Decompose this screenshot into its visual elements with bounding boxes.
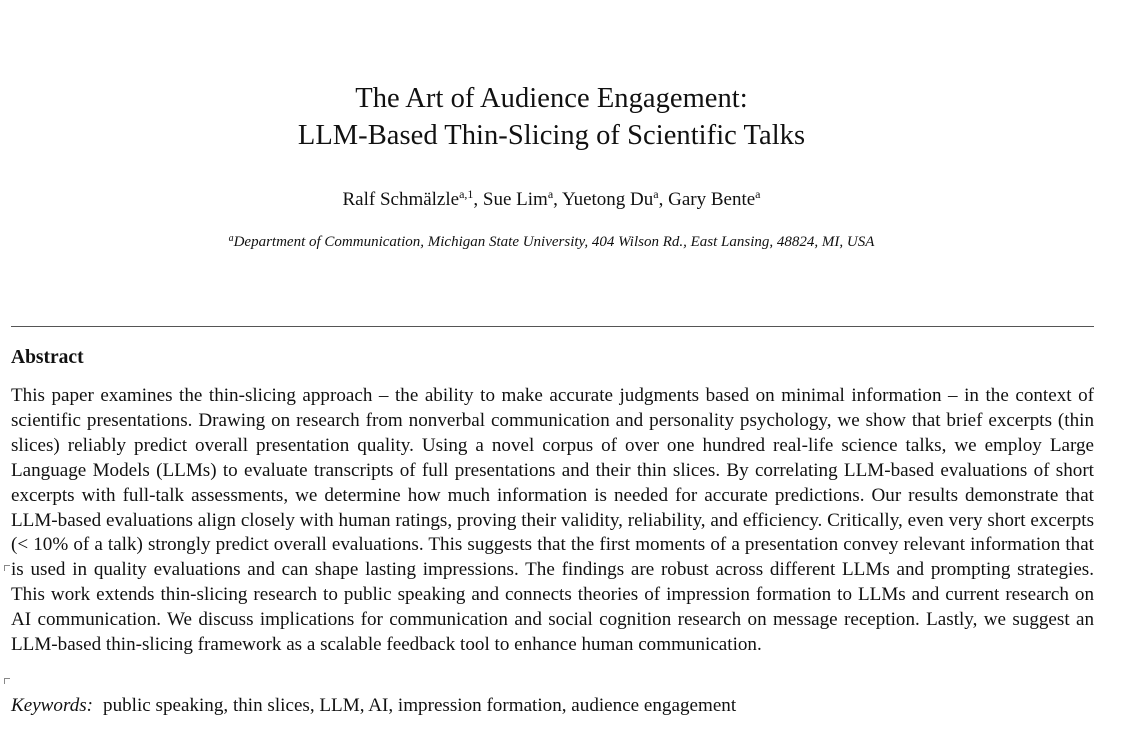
- paper-title: [0, 80, 1103, 154]
- author-name: Yuetong Du: [561, 189, 654, 210]
- author-name: Ralf Schmälzle: [342, 189, 460, 210]
- keywords-list: public speaking, thin slices, LLM, AI, impression formation, audience engagement: [103, 695, 737, 716]
- title-line-1: The Art of Audience Engagement:: [355, 83, 748, 114]
- author-affiliation-mark: a: [547, 187, 554, 201]
- author-separator: ,: [553, 189, 562, 210]
- affiliation: [0, 231, 1103, 255]
- author-list: [0, 187, 1103, 214]
- author-separator: ,: [658, 189, 669, 210]
- abstract-text[interactable]: This paper examines the thin-slicing approach – the ability to make accurate judgments based on minimal information – in the context of scientific presentations. Drawing on research from nonverbal communication and personality psychology, we show that brief excerpts (thin slices) reliably predict overall presentation quality. Using a novel corpus of over one hundred real-life science talks, we employ Large Language Models (LLMs) to evaluate transcripts of full presentations and their thin slices. By correlating LLM-based evaluations of short excerpts with full-talk assessments, we determine how much information is needed for accurate predictions. Our results demonstrate that LLM-based evaluations align closely with human ratings, proving their validity, reliability, and efficiency. Critically, even very short excerpts (< 10% of a talk) strongly predict overall evaluations. This suggests that the first moments of a presentation convey relevant information that is used in quality evaluations and can shape lasting impressions. The findings are robust across different LLMs and prompting strategies. This work extends thin-slicing research to public speaking and connects theories of impression formation to LLMs and current research on AI communication. We discuss implications for communication and social cognition research on message reception. Lastly, we suggest an LLM-based thin-slicing framework as a scalable feedback tool to enhance human communication.: [11, 385, 1094, 656]
- affiliation-marker: a: [228, 233, 234, 244]
- author-separator: ,: [473, 189, 483, 210]
- abstract-heading: Abstract: [11, 347, 84, 368]
- margin-mark: [4, 678, 10, 684]
- author-name: Sue Lim: [482, 189, 548, 210]
- author-name: Gary Bente: [668, 189, 756, 210]
- affiliation-text: Department of Communication, Michigan State University, 404 Wilson Rd., East Lansing, 48824, MI, USA: [233, 234, 875, 250]
- title-line-2: LLM-Based Thin-Slicing of Scientific Talks: [297, 120, 806, 151]
- author-affiliation-mark: a: [653, 187, 659, 201]
- margin-mark: [4, 565, 10, 571]
- author-affiliation-mark: a: [755, 187, 761, 201]
- keywords: [11, 693, 736, 719]
- author-affiliation-mark: a,1: [459, 187, 474, 201]
- header-divider: [11, 326, 1094, 327]
- keywords-label: Keywords:: [11, 695, 94, 716]
